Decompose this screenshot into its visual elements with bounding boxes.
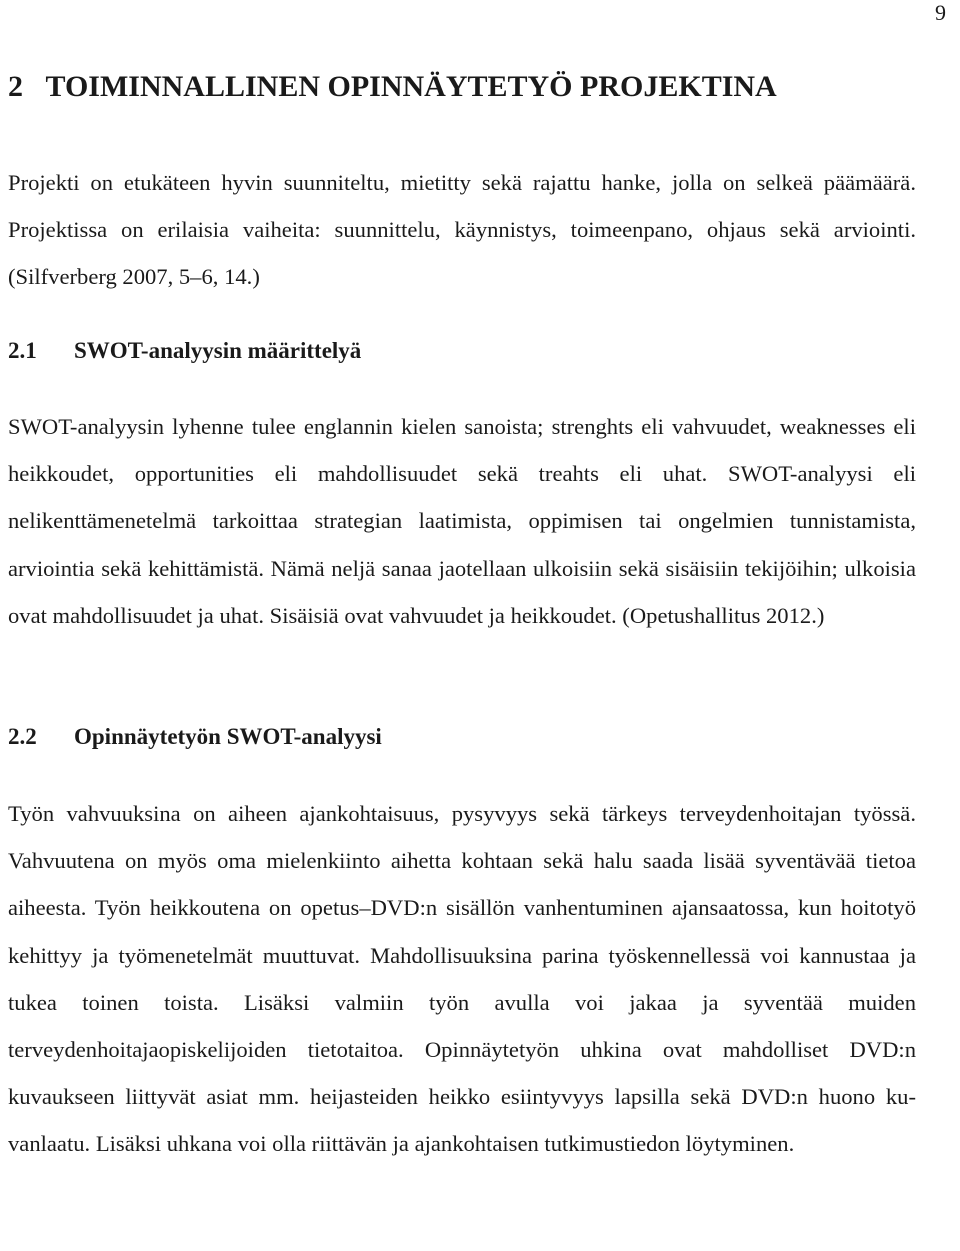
- chapter-number: 2: [8, 70, 23, 103]
- section-title: SWOT-analyysin määrittelyä: [74, 338, 362, 363]
- section-heading-2-1: [8, 338, 361, 364]
- section-2-2-paragraph: Työn vahvuuksina on aiheen ajankohtaisuus, pysyvyys sekä tärkeys terveydenhoitajan työssä. Vahvuutena on myös oma mielenkiinto aihetta kohtaan sekä halu saada lisää syventävää tietoa aiheesta. Työn heikkoutena on opetus–DVD:n sisällön vanhentuminen ajansaatossa, kun hoitotyö kehittyy ja työmenetelmät muuttuvat. Mahdollisuuksina parina työskennellessä voi kannustaa ja tukea toinen toista. Lisäksi valmiin työn avulla voi jakaa ja syventää muiden terveydenhoitajaopiskelijoiden tietotaitoa. Opinnäytetyön uhkina ovat mahdolliset DVD:n kuvaukseen liittyvät asiat mm. heijasteiden heikko esiintyvyys lapsilla sekä DVD:n huono kuvanlaatu. Lisäksi uhkana voi olla riittävän ja ajankohtaisen tutkimustiedon löytyminen.: [8, 801, 916, 1157]
- section-number: 2.1: [8, 338, 37, 363]
- section-heading-2-2: [8, 724, 382, 750]
- section-title: Opinnäytetyön SWOT-analyysi: [74, 724, 382, 749]
- chapter-title: TOIMINNALLINEN OPINNÄYTETYÖ PROJEKTINA: [45, 70, 777, 103]
- chapter-heading: [8, 70, 777, 104]
- section-2-1-paragraph: SWOT-analyysin lyhenne tulee englannin kielen sanoista; strenghts eli vahvuudet, weaknesses eli heikkoudet, opportunities eli mahdollisuudet sekä treahts eli uhat. SWOT-analyysi eli nelikenttämenetelmä tarkoittaa strategian laatimista, oppimisen tai ongelmien tunnistamista, arviointia sekä kehittämistä. Nämä neljä sanaa jaotellaan ulkoisiin sekä sisäisiin tekijöihin; ulkoisia ovat mahdollisuudet ja uhat. Sisäisiä ovat vahvuudet ja heikkoudet. (Opetushallitus 2012.): [8, 414, 916, 628]
- page-number: 9: [935, 0, 946, 25]
- intro-paragraph: Projekti on etukäteen hyvin suunniteltu, mietitty sekä rajattu hanke, jolla on selkeä päämäärä. Projektissa on erilaisia vaiheita: suunnittelu, käynnistys, toimeenpano, ohjaus sekä arviointi. (Silfverberg 2007, 5–6, 14.): [8, 170, 916, 290]
- section-number: 2.2: [8, 724, 37, 749]
